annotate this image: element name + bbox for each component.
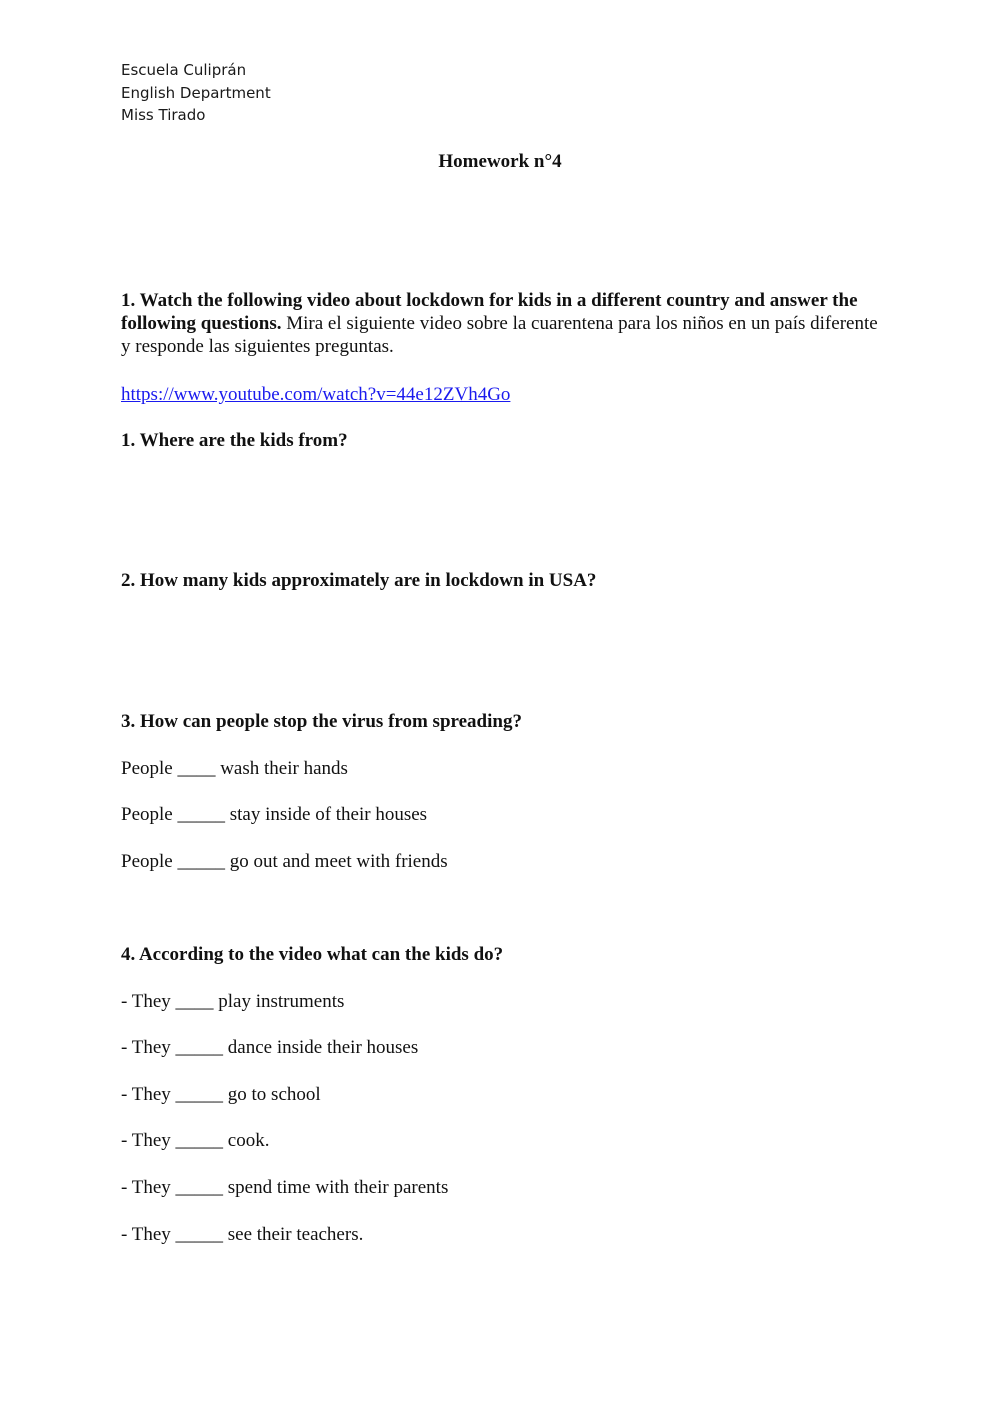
question-4-item-5: - They _____ spend time with their parents xyxy=(121,1177,449,1198)
question-3-item-3: People _____ go out and meet with friends xyxy=(121,851,448,872)
question-4-item-4: - They _____ cook. xyxy=(121,1130,270,1151)
teacher-name: Miss Tirado xyxy=(121,106,206,124)
instructions-english: 1. Watch the following video about lockdown for kids in a different country and answer the following questions. xyxy=(121,290,858,334)
question-1: 1. Where are the kids from? xyxy=(121,430,348,451)
instructions-spanish: Mira el siguiente video sobre la cuarentena para los niños en un país diferente y responde las siguientes preguntas. xyxy=(121,313,878,357)
question-4-item-2: - They _____ dance inside their houses xyxy=(121,1037,419,1058)
question-3-item-1: People ____ wash their hands xyxy=(121,758,348,779)
question-2: 2. How many kids approximately are in lockdown in USA? xyxy=(121,570,597,591)
question-4-item-6: - They _____ see their teachers. xyxy=(121,1224,364,1245)
instructions-paragraph xyxy=(121,289,891,358)
question-3-item-2: People _____ stay inside of their houses xyxy=(121,804,428,825)
question-4: 4. According to the video what can the kids do? xyxy=(121,944,504,965)
question-4-item-1: - They ____ play instruments xyxy=(121,991,345,1012)
video-link[interactable]: https://www.youtube.com/watch?v=44e12ZVh4Go xyxy=(121,384,511,405)
question-4-item-3: - They _____ go to school xyxy=(121,1084,321,1105)
school-name: Escuela Culiprán xyxy=(121,61,247,79)
page-title: Homework n°4 xyxy=(438,151,562,172)
department-name: English Department xyxy=(121,84,271,102)
question-3: 3. How can people stop the virus from spreading? xyxy=(121,711,522,732)
